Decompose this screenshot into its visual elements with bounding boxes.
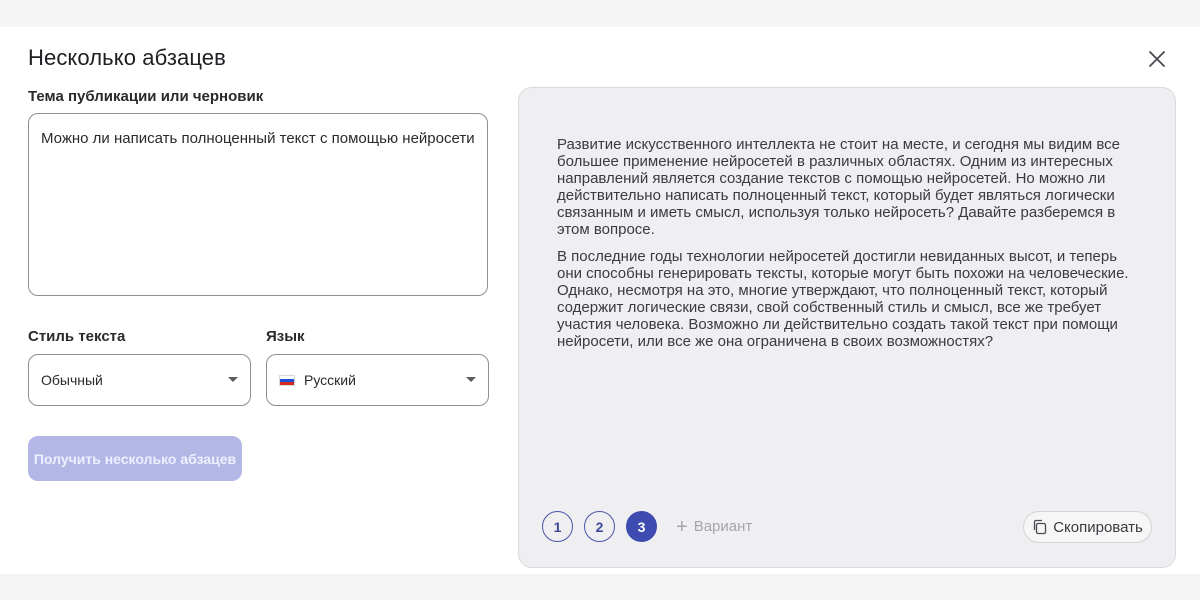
variant-2-button[interactable]: 2 bbox=[584, 511, 615, 542]
result-paragraph: Развитие искусственного интеллекта не стоит на месте, и сегодня мы видим все большее применение нейросетей в различных областях. Одним из интересных направлений является создание текстов с помощью нейросетей. Но можно ли действительно написать полноценный текст, который будет являться логически связанным и иметь смысл, используя только нейросеть? Давайте разберемся в этом вопросе. bbox=[557, 136, 1120, 238]
language-value: Русский bbox=[304, 372, 356, 388]
russia-flag-icon bbox=[279, 375, 295, 386]
result-panel bbox=[518, 87, 1176, 568]
close-button[interactable] bbox=[1145, 47, 1169, 71]
topic-value: Можно ли написать полноценный текст с помощью нейросети bbox=[41, 130, 475, 147]
topic-textarea[interactable] bbox=[28, 113, 488, 296]
add-variant-label: Вариант bbox=[693, 518, 753, 535]
language-label: Язык bbox=[266, 328, 305, 345]
variant-3-button[interactable]: 3 bbox=[626, 511, 657, 542]
get-paragraphs-button[interactable]: Получить несколько абзацев bbox=[28, 436, 242, 481]
close-icon bbox=[1145, 47, 1169, 71]
topic-label: Тема публикации или черновик bbox=[28, 88, 264, 105]
chevron-down-icon bbox=[228, 377, 238, 382]
chevron-down-icon bbox=[466, 377, 476, 382]
style-label: Стиль текста bbox=[28, 328, 126, 345]
copy-icon bbox=[1032, 519, 1048, 535]
copy-button[interactable] bbox=[1023, 511, 1152, 543]
plus-icon: + bbox=[676, 515, 688, 538]
copy-label: Скопировать bbox=[1053, 518, 1143, 536]
style-value: Обычный bbox=[41, 372, 103, 388]
style-select[interactable] bbox=[28, 354, 251, 406]
add-variant-button[interactable] bbox=[676, 517, 752, 537]
result-paragraph: В последние годы технологии нейросетей достигли невиданных высот, и теперь они способны генерировать тексты, которые могут быть похожи на человеческие. Однако, несмотря на это, многие утверждают, что полноценный текст, который содержит логические связи, свой собственный стиль и смысл, все же требует участия человека. Возможно ли действительно создать такой текст при помощи нейросети, или все же она ограничена в своих возможностях? bbox=[557, 248, 1129, 350]
result-text bbox=[557, 136, 1142, 360]
language-select[interactable] bbox=[266, 354, 489, 406]
dialog bbox=[0, 27, 1200, 574]
dialog-title: Несколько абзацев bbox=[28, 45, 226, 70]
variant-selector bbox=[542, 511, 752, 542]
variant-1-button[interactable]: 1 bbox=[542, 511, 573, 542]
